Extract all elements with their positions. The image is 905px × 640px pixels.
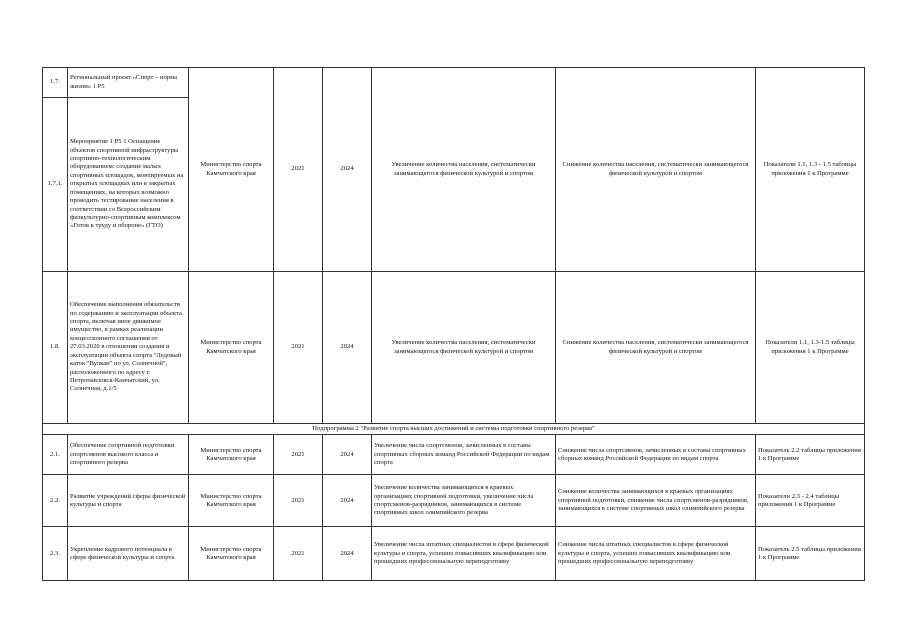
- start-year-cell: 2021: [274, 272, 323, 424]
- measure-name: Развитие учреждений сферы физической культуры и спорта: [68, 475, 189, 527]
- expected-result-cell: Увеличение количества населения, систематически занимающегося физической культурой и спортом: [372, 68, 556, 272]
- indicator-cell: Показатели 2.3 - 2.4 таблицы приложения 1 к Программе: [756, 475, 865, 527]
- indicator-cell: Показатели 1.1, 1.3-1.5 таблицы приложения 1 к Программе: [756, 272, 865, 424]
- measure-name: Региональный проект «Спорт – норма жизни» 1 P5: [68, 68, 189, 98]
- row-number: 1.8.: [43, 272, 68, 424]
- consequence-cell: Снижение количества занимающихся в краевых организациях спортивной подготовки, снижение числа спортсменов-разрядников, занимающихся в системе спортивных школ олимпийского резерва: [556, 475, 756, 527]
- executor-cell: Министерство спорта Камчатского края: [189, 527, 274, 581]
- subprogram-heading: Подпрограмма 2 "Развитие спорта высших достижений и системы подготовки спортивного резерва": [43, 424, 865, 435]
- indicator-cell: Показатель 2.2 таблицы приложения 1 к Программе: [756, 435, 865, 475]
- consequence-cell: Снижение количества населения, систематически занимающегося физической культурой и спортом: [556, 68, 756, 272]
- indicator-cell: Показатель 2.5 таблицы приложения 1 к Программе: [756, 527, 865, 581]
- executor-cell: Министерство спорта Камчатского края: [189, 435, 274, 475]
- measure-name: Мероприятие 1 P5 1 Оснащение объектов спортивной инфраструктуры спортивно-технологическим оборудованием: создание малых спортивных площадок, монтируемых на открытых площадках или в закрытых помещениях, на которых возможно проводить тестирование населения в соответствии со Всероссийским физкультурно-спортивным комплексом «Готов к труду и обороне» (ГТО): [68, 98, 189, 272]
- program-measures-table: [42, 67, 865, 581]
- table-row: [43, 475, 865, 527]
- start-year-cell: 2021: [274, 527, 323, 581]
- table-row: [43, 272, 865, 424]
- expected-result-cell: Увеличение количества занимающихся в краевых организациях спортивной подготовки, увеличение числа спортсменов-разрядников, занимающихся в системе спортивных школ олимпийского резерва: [372, 475, 556, 527]
- consequence-cell: Снижение числа штатных специалистов в сфере физической культуры и спорта, успешно повысивших квалификацию или прошедших профессиональную переподготовку: [556, 527, 756, 581]
- consequence-cell: Снижение числа спортсменов, зачисленных в составы спортивных сборных команд Российской Федерации по видам спорта: [556, 435, 756, 475]
- row-number: 2.1.: [43, 435, 68, 475]
- consequence-cell: Снижение количества населения, систематически занимающегося физической культурой и спортом: [556, 272, 756, 424]
- start-year-cell: 2021: [274, 68, 323, 272]
- start-year-cell: 2021: [274, 435, 323, 475]
- row-number: 1.7.: [43, 68, 68, 98]
- table-row: [43, 527, 865, 581]
- start-year-cell: 2021: [274, 475, 323, 527]
- end-year-cell: 2024: [323, 435, 372, 475]
- executor-cell: Министерство спорта Камчатского края: [189, 475, 274, 527]
- measure-name: Обеспечение спортивной подготовки спортсменов высокого класса и спортивного резерва: [68, 435, 189, 475]
- row-number: 1.7.1.: [43, 98, 68, 272]
- end-year-cell: 2024: [323, 475, 372, 527]
- measure-name: Укрепление кадрового потенциала в сфере физической культуры и спорта: [68, 527, 189, 581]
- measure-name: Обеспечение выполнения обязательств по содержанию и эксплуатации объекта спорта, включая иное движимое имущество, в рамках реализации концессионного соглашения от 27.03.2020 в отношении создания и эксплуатации объекта спорта "Ледовый каток "Вулкан" по ул. Солнечной", расположенного по адресу г. Петропавловск-Камчатский, ул. Солнечная, д.1/5: [68, 272, 189, 424]
- end-year-cell: 2024: [323, 68, 372, 272]
- expected-result-cell: Увеличение количества населения, систематически занимающегося физической культурой и спортом: [372, 272, 556, 424]
- executor-cell: Министерство спорта Камчатского края: [189, 272, 274, 424]
- expected-result-cell: Увеличение числа спортсменов, зачисленных в составы спортивных сборных команд Российской Федерации по видам спорта: [372, 435, 556, 475]
- table-row: [43, 68, 865, 98]
- table-row: [43, 435, 865, 475]
- table-row: [43, 424, 865, 435]
- indicator-cell: Показатели 1.1, 1.3 - 1.5 таблицы приложения 1 к Программе: [756, 68, 865, 272]
- executor-cell: Министерство спорта Камчатского края: [189, 68, 274, 272]
- end-year-cell: 2024: [323, 527, 372, 581]
- expected-result-cell: Увеличение числа штатных специалистов в сфере физической культуры и спорта, успешно повысивших квалификацию или прошедших профессиональную переподготовку: [372, 527, 556, 581]
- row-number: 2.2.: [43, 475, 68, 527]
- end-year-cell: 2024: [323, 272, 372, 424]
- row-number: 2.3.: [43, 527, 68, 581]
